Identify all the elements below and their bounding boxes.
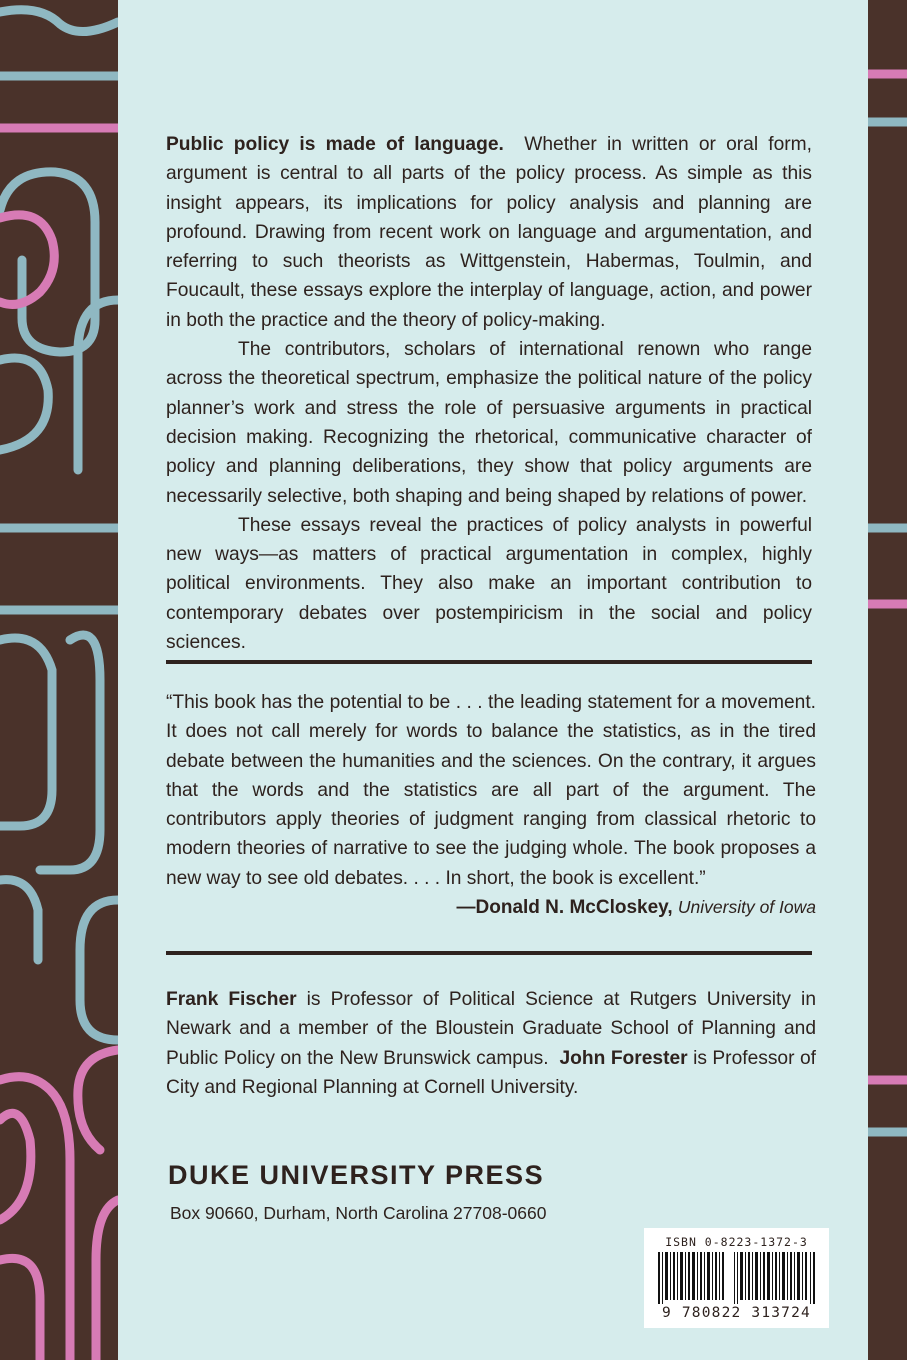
ornament-pattern-left bbox=[0, 0, 118, 1360]
editor-name-2: John Forester bbox=[559, 1047, 688, 1069]
ornament-pattern-right bbox=[868, 0, 907, 1360]
blurb-paragraph-3: These essays reveal the practices of policy analysts in powerful new ways—as matters of practical argumentation in complex, highly political environments. They also make an important contribution to contemporary debates over postempiricism in the social and policy sciences. bbox=[166, 514, 812, 654]
endorsement-quote bbox=[166, 688, 816, 922]
quote-text: “This book has the potential to be . . . the leading statement for a movement. It does not call merely for words to balance the statistics, as in the tired debate between the humanities and the sciences. On the contrary, it argues that the words and the statistics are all part of the argument. The contributors apply theories of judgment ranging from classical rhetoric to modern theories of narrative to see the judging whole. The book proposes a new way to see old debates. . . . In short, the book is excellent.” bbox=[166, 692, 816, 889]
ean-number: 9 780822 313724 bbox=[662, 1305, 811, 1321]
isbn-number: ISBN 0-8223-1372-3 bbox=[665, 1235, 808, 1249]
editor-bio-2: is Professor of City and Regional Planning at Cornell University. bbox=[166, 1047, 816, 1098]
quote-affiliation: University of Iowa bbox=[677, 897, 816, 918]
publisher-address: Box 90660, Durham, North Carolina 27708-0660 bbox=[170, 1203, 547, 1223]
isbn-barcode bbox=[644, 1228, 829, 1328]
divider-rule-bottom bbox=[166, 951, 812, 955]
editor-bio-1: is Professor of Political Science at Rutgers University in Newark and a member of the Bloustein Graduate School of Planning and Public Policy on the New Brunswick campus. bbox=[166, 989, 816, 1069]
back-cover-panel bbox=[118, 0, 868, 1360]
description-blurb bbox=[166, 130, 812, 657]
blurb-lead-sentence: Public policy is made of language. bbox=[166, 134, 504, 155]
publisher-name: DUKE UNIVERSITY PRESS bbox=[168, 1160, 545, 1190]
quote-author: —Donald N. McCloskey, bbox=[456, 897, 673, 919]
blurb-paragraph-2: The contributors, scholars of international renown who range across the theoretical spectrum, emphasize the political nature of the policy planner’s work and stress the role of persuasive arguments in practical decision making. Recognizing the rhetorical, communicative character of policy and planning deliberations, they show that policy arguments are necessarily selective, both shaping and being shaped by relations of power. bbox=[166, 339, 812, 507]
bio-paragraph bbox=[166, 985, 816, 1102]
editors-bio bbox=[166, 985, 816, 1102]
right-decorative-border bbox=[868, 0, 907, 1360]
blurb-paragraph-1 bbox=[166, 130, 812, 335]
left-decorative-border bbox=[0, 0, 118, 1360]
blurb-paragraph-1-text: Whether in written or oral form, argument is central to all parts of the policy process. As simple as this insight appears, its implications for policy analysis and planning are profound. Drawing from recent work on language and argumentation, and referring to such theorists as Wittgenstein, Habermas, Toulmin, and Foucault, these essays explore the interplay of language, action, and power in both the practice and the theory of policy-making. bbox=[166, 134, 812, 331]
divider-rule-top bbox=[166, 660, 812, 664]
editor-name-1: Frank Fischer bbox=[166, 989, 297, 1010]
quote-attribution bbox=[166, 893, 816, 922]
